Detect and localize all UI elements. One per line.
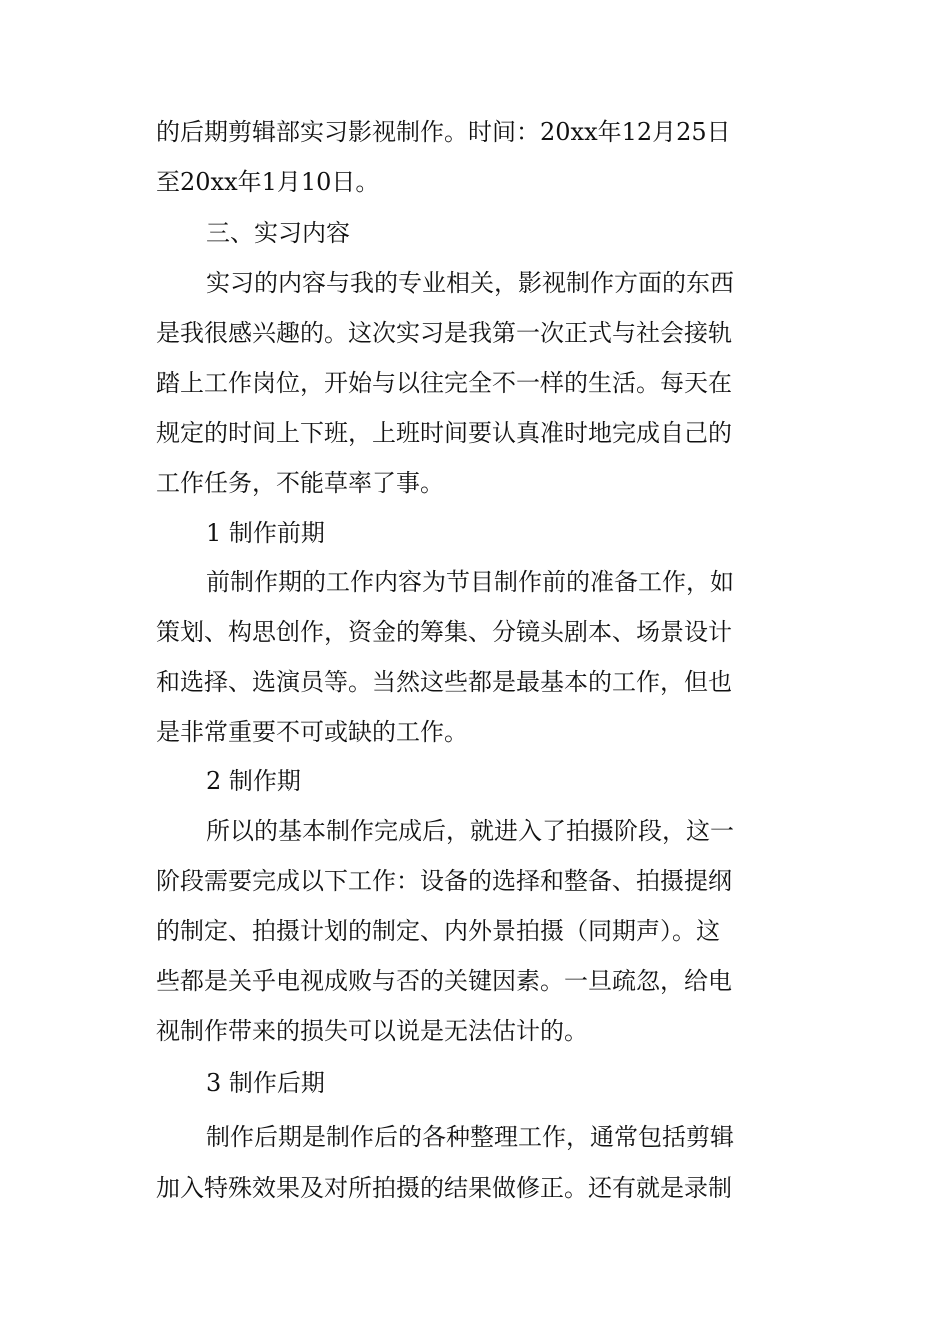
- section-heading: 3 制作后期: [206, 1069, 325, 1097]
- text-line: 规定的时间上下班，上班时间要认真准时地完成自己的: [156, 419, 732, 447]
- text-line: 策划、构思创作，资金的筹集、分镜头剧本、场景设计: [156, 618, 732, 646]
- text-line: 加入特殊效果及对所拍摄的结果做修正。还有就是录制: [156, 1174, 732, 1202]
- text-line: 前制作期的工作内容为节目制作前的准备工作，如: [206, 568, 734, 596]
- text-line: 的制定、拍摄计划的制定、内外景拍摄（同期声）。这: [156, 917, 720, 945]
- text-line: 实习的内容与我的专业相关，影视制作方面的东西: [206, 269, 734, 297]
- text-line: 是非常重要不可或缺的工作。: [156, 718, 468, 746]
- text-line: 制作后期是制作后的各种整理工作，通常包括剪辑: [206, 1123, 734, 1151]
- text-line: 和选择、选演员等。当然这些都是最基本的工作，但也: [156, 668, 732, 696]
- text-line: 的后期剪辑部实习影视制作。时间：20xx年12月25日: [156, 118, 731, 146]
- text-line: 所以的基本制作完成后，就进入了拍摄阶段，这一: [206, 817, 734, 845]
- text-line: 至20xx年1月10日。: [156, 168, 380, 196]
- text-line: 些都是关乎电视成败与否的关键因素。一旦疏忽，给电: [156, 967, 732, 995]
- text-line: 阶段需要完成以下工作：设备的选择和整备、拍摄提纲: [156, 867, 732, 895]
- section-heading: 2 制作期: [206, 767, 301, 795]
- section-heading: 三、实习内容: [206, 219, 350, 247]
- text-line: 工作任务，不能草率了事。: [156, 469, 444, 497]
- text-line: 是我很感兴趣的。这次实习是我第一次正式与社会接轨: [156, 319, 732, 347]
- section-heading: 1 制作前期: [206, 519, 325, 547]
- text-line: 踏上工作岗位，开始与以往完全不一样的生活。每天在: [156, 369, 732, 397]
- text-line: 视制作带来的损失可以说是无法估计的。: [156, 1017, 588, 1045]
